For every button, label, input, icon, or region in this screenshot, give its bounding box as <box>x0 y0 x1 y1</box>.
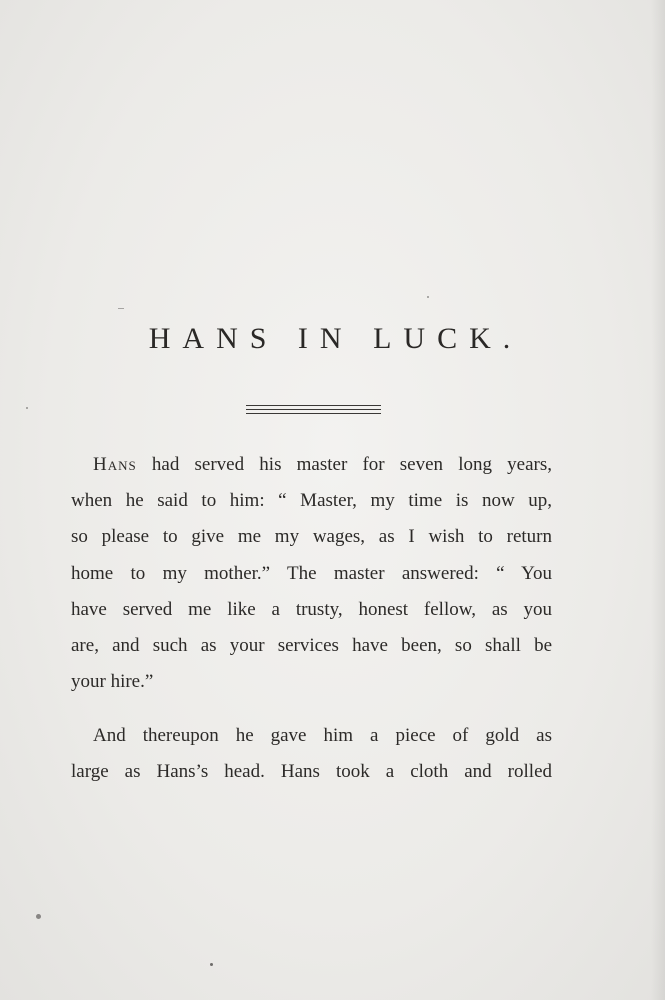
paragraph-1-line-1 <box>71 447 552 483</box>
paragraph-1-line-3: so please to give me my wages, as I wish to return <box>71 526 552 548</box>
paper-speck <box>26 407 28 409</box>
title-rule-middle <box>246 409 381 410</box>
line-text: had served his master for seven long years, <box>151 454 552 475</box>
paragraph-1-line-6: are, and such as your services have been, so shall be <box>71 634 552 656</box>
paper-speck <box>210 963 213 966</box>
page-edge-shadow <box>651 0 665 1000</box>
paragraph-1 <box>71 447 552 700</box>
paragraph-1-line-2: when he said to him: “ Master, my time is now up, <box>71 490 552 512</box>
paragraph-2-line-2: large as Hans’s head. Hans took a cloth and rolled <box>71 761 552 783</box>
title-rule-top <box>246 405 381 406</box>
paper-speck <box>118 308 124 309</box>
paragraph-1-line-7: your hire.” <box>71 671 154 693</box>
paper-speck <box>427 296 429 298</box>
chapter-title: HANS IN LUCK. <box>148 322 523 355</box>
lead-word: Hans <box>93 454 137 475</box>
paragraph-1-line-5: have served me like a trusty, honest fellow, as you <box>71 598 552 620</box>
paragraph-2 <box>71 718 552 790</box>
paragraph-1-line-4: home to my mother.” The master answered: “ You <box>71 562 552 584</box>
paper-speck <box>36 914 41 919</box>
paragraph-2-line-1: And thereupon he gave him a piece of gold as <box>93 725 552 746</box>
title-rule-bottom <box>246 413 381 414</box>
